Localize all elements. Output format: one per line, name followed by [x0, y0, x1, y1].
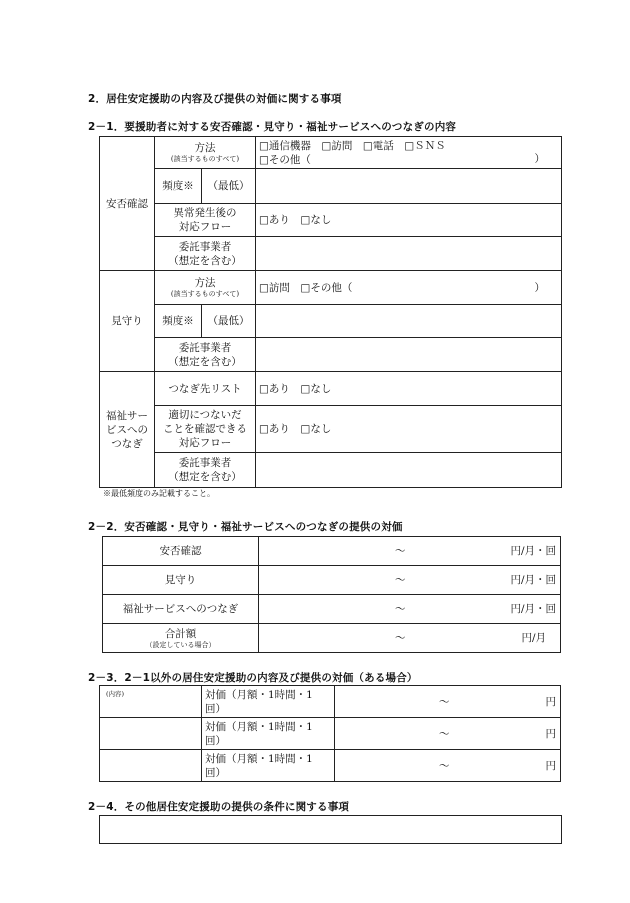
- mimamori-contractor-label: [155, 338, 256, 372]
- price-unit: 円/月: [521, 632, 546, 644]
- other-price-value[interactable]: [335, 750, 561, 782]
- price-label-mimamori: 見守り: [103, 566, 259, 595]
- other-price-label: [202, 718, 335, 750]
- mimamori-method-label: 方法: [194, 277, 216, 289]
- anpi-method-options-line2[interactable]: □その他（: [259, 153, 311, 166]
- price-label-anpi: 安否確認: [103, 537, 259, 566]
- price-tilde: ～: [395, 545, 406, 557]
- price-row-total: [103, 624, 561, 653]
- other-support-table: [99, 685, 561, 782]
- mimamori-method-cell: [155, 271, 256, 305]
- anpi-flow-label-line2: 対応フロー: [178, 221, 232, 233]
- other-content-field[interactable]: [100, 718, 202, 750]
- anpi-method-note: (該当するものすべて): [170, 155, 240, 163]
- support-content-table: [99, 136, 562, 488]
- price-unit: 円/月・回: [510, 603, 556, 615]
- conditions-field[interactable]: [100, 816, 562, 844]
- other-content-field[interactable]: [100, 750, 202, 782]
- other-content-label: (内容): [106, 690, 125, 698]
- other-price-tilde: ～: [439, 760, 450, 772]
- other-price-label: [202, 750, 335, 782]
- anpi-method-cell: [155, 137, 256, 169]
- section-2-3-title: 2－3．2－1以外の居住安定援助の内容及び提供の対価（ある場合）: [88, 672, 418, 684]
- other-price-label-line2: 回）: [205, 734, 226, 747]
- price-row-fukushi: [103, 595, 561, 624]
- mimamori-contractor-field[interactable]: [256, 338, 562, 372]
- conditions-table: [99, 815, 562, 844]
- fukushi-confirm-line3: 対応フロー: [178, 437, 232, 449]
- other-price-label: [202, 686, 335, 718]
- price-label-total: [103, 624, 259, 653]
- price-value-mimamori[interactable]: [259, 566, 561, 595]
- price-label-fukushi: 福祉サービスへのつなぎ: [103, 595, 259, 624]
- section-2-2-title: 2－2．安否確認・見守り・福祉サービスへのつなぎの提供の対価: [88, 521, 403, 533]
- anpi-flow-label-line1: 異常発生後の: [173, 207, 237, 219]
- other-content-field[interactable]: [100, 686, 202, 718]
- fukushi-confirm-line2: ことを確認できる: [163, 423, 247, 435]
- mimamori-freq-field[interactable]: [256, 305, 562, 338]
- anpi-contractor-label: [155, 237, 256, 271]
- other-row: [100, 718, 561, 750]
- anpi-method-label: 方法: [194, 142, 216, 154]
- price-value-total[interactable]: [259, 624, 561, 653]
- anpi-flow-options[interactable]: □あり □なし: [256, 204, 562, 237]
- other-price-unit: 円: [545, 728, 556, 740]
- section-2-title: 2．居住安定援助の内容及び提供の対価に関する事項: [88, 93, 342, 105]
- fukushi-label-line3: つなぎ: [111, 437, 143, 450]
- price-row-anpi: [103, 537, 561, 566]
- support-price-table: [102, 536, 561, 653]
- anpi-freq-label: 頻度※: [155, 169, 202, 204]
- other-price-label-line1: 対価（月額・1時間・1: [205, 720, 313, 733]
- other-price-tilde: ～: [439, 728, 450, 740]
- fukushi-contractor-field[interactable]: [256, 453, 562, 488]
- price-total-label: 合計額: [164, 627, 197, 640]
- price-unit: 円/月・回: [510, 574, 556, 586]
- mimamori-label: 見守り: [100, 271, 155, 372]
- mimamori-method-options[interactable]: [256, 271, 562, 305]
- anpi-method-options-line1[interactable]: □通信機器 □訪問 □電話 □ＳＮＳ: [259, 139, 446, 152]
- anpi-contractor-line2: （想定を含む）: [168, 254, 242, 267]
- fukushi-list-options[interactable]: □あり □なし: [256, 372, 562, 406]
- price-tilde: ～: [395, 603, 406, 615]
- other-price-value[interactable]: [335, 718, 561, 750]
- mimamori-method-options-text[interactable]: □訪問 □その他（: [259, 281, 353, 294]
- other-price-tilde: ～: [439, 696, 450, 708]
- min-frequency-note: ※最低頻度のみ記載すること。: [103, 489, 215, 498]
- fukushi-confirm-label: [155, 406, 256, 453]
- fukushi-label: [100, 372, 155, 488]
- anpi-label: 安否確認: [100, 137, 155, 271]
- price-tilde: ～: [395, 632, 406, 644]
- other-price-label-line1: 対価（月額・1時間・1: [205, 688, 313, 701]
- anpi-method-options[interactable]: [256, 137, 562, 169]
- other-price-unit: 円: [545, 760, 556, 772]
- other-row: [100, 750, 561, 782]
- fukushi-contractor-line2: （想定を含む）: [168, 471, 242, 483]
- mimamori-freq-min: （最低）: [202, 305, 256, 338]
- mimamori-method-close-paren: ）: [534, 282, 546, 294]
- fukushi-confirm-options[interactable]: □あり □なし: [256, 406, 562, 453]
- anpi-freq-field[interactable]: [256, 169, 562, 204]
- section-2-1-title: 2－1．要援助者に対する安否確認・見守り・福祉サービスへのつなぎの内容: [88, 121, 457, 133]
- price-unit: 円/月・回: [510, 545, 556, 557]
- fukushi-contractor-line1: 委託事業者: [178, 457, 232, 469]
- other-price-label-line2: 回）: [205, 702, 226, 715]
- price-value-anpi[interactable]: [259, 537, 561, 566]
- mimamori-freq-label: 頻度※: [155, 305, 202, 338]
- fukushi-confirm-line1: 適切につないだ: [168, 409, 242, 421]
- anpi-method-close-paren: ）: [534, 153, 546, 165]
- price-value-fukushi[interactable]: [259, 595, 561, 624]
- fukushi-list-label: つなぎ先リスト: [155, 372, 256, 406]
- other-price-unit: 円: [545, 696, 556, 708]
- other-price-value[interactable]: [335, 686, 561, 718]
- other-price-label-line1: 対価（月額・1時間・1: [205, 752, 313, 765]
- mimamori-contractor-line2: （想定を含む）: [168, 355, 242, 368]
- anpi-contractor-line1: 委託事業者: [178, 240, 232, 253]
- mimamori-contractor-line1: 委託事業者: [178, 341, 232, 354]
- other-price-label-line2: 回）: [205, 766, 226, 779]
- fukushi-contractor-label: [155, 453, 256, 488]
- anpi-flow-label: [155, 204, 256, 237]
- other-row: [100, 686, 561, 718]
- fukushi-label-line2: ビスへの: [106, 423, 148, 436]
- price-tilde: ～: [395, 574, 406, 586]
- price-total-sub: （設定している場合）: [145, 640, 216, 649]
- section-2-4-title: 2－4．その他居住安定援助の提供の条件に関する事項: [88, 801, 350, 813]
- fukushi-label-line1: 福祉サー: [106, 409, 148, 422]
- anpi-freq-min: （最低）: [202, 169, 256, 204]
- anpi-contractor-field[interactable]: [256, 237, 562, 271]
- mimamori-method-note: (該当するものすべて): [170, 290, 240, 298]
- price-row-mimamori: [103, 566, 561, 595]
